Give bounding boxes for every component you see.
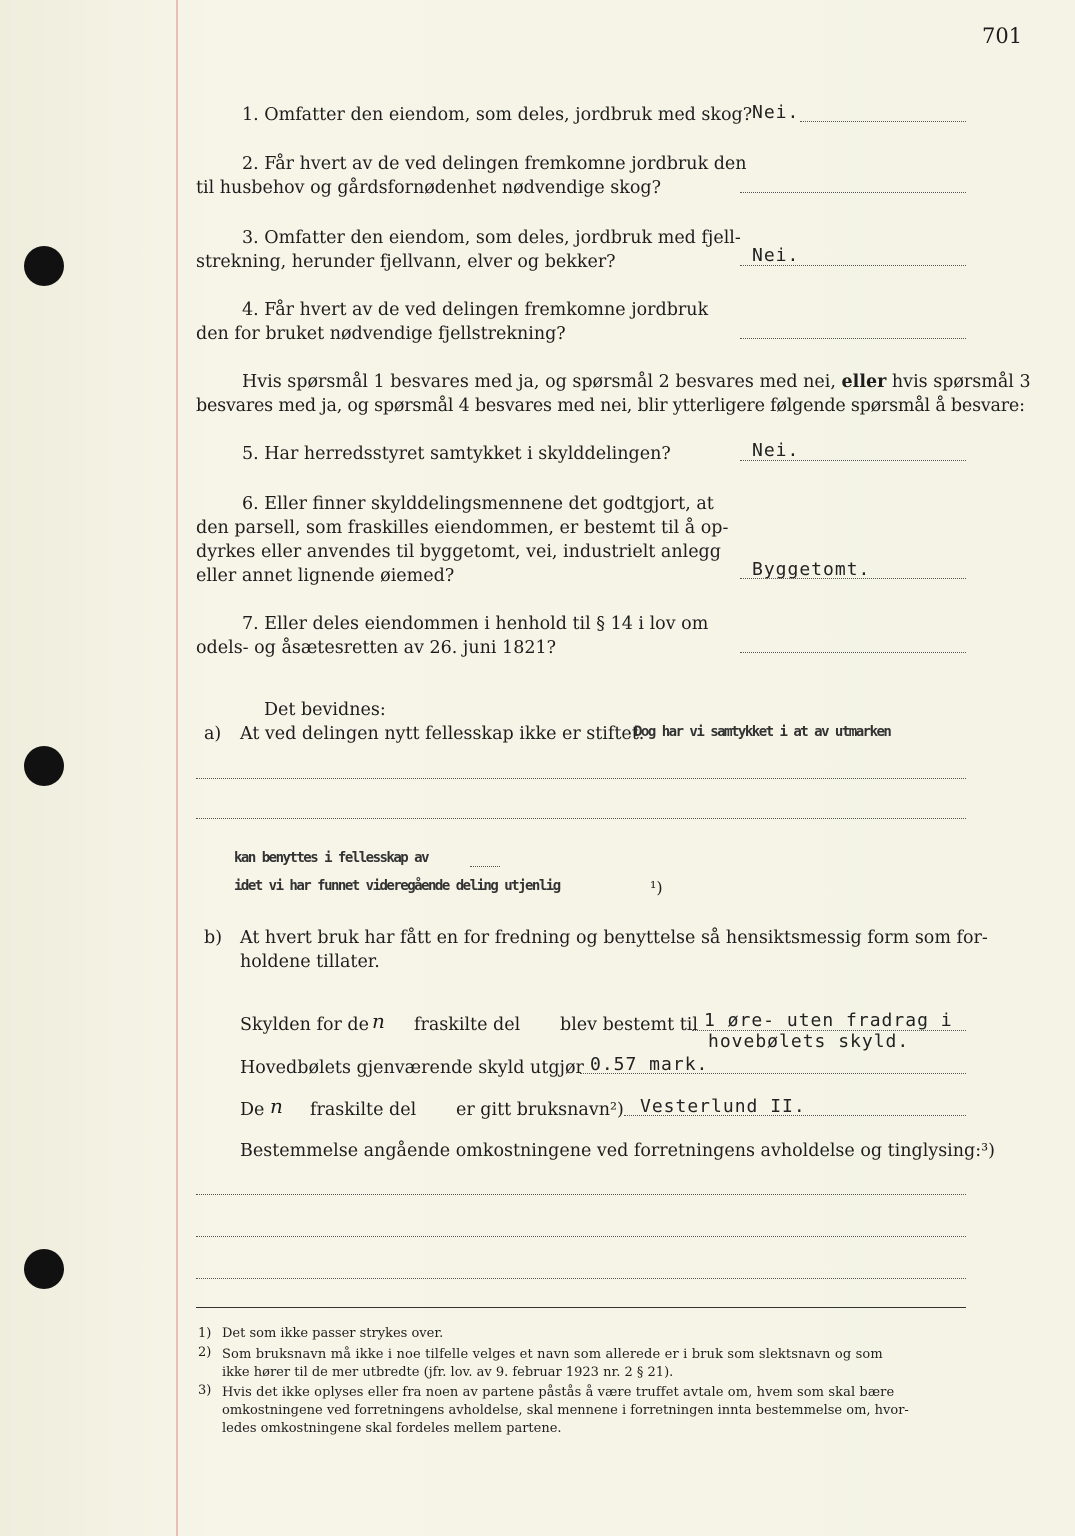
footnote-3-line-2: omkostningene ved forretningens avholdelse, skal mennene i forretningen innta bestemmelse om, hvor- [222,1403,909,1418]
answer-line [800,121,966,122]
punch-hole [24,246,64,286]
condition-text: hvis spørsmål 3 [891,372,1031,392]
bestemmelse-label: Bestemmelse angående omkostningene ved forretningens avholdelse og tinglysing:³) [240,1141,995,1161]
answer-5: Nei. [752,440,800,461]
hoved-value: 0.57 mark. [590,1054,709,1075]
hoved-label: Hovedbølets gjenværende skyld utgjør [240,1058,584,1078]
answer-3: Nei. [752,245,800,266]
condition-bold: eller [841,372,887,392]
blank-line [196,778,966,779]
footnote-3-line-1: Hvis det ikke oplyses eller fra noen av partene påstås å være truffet avtale om, hvem som skal bære [222,1385,895,1400]
question-4-line-1: 4. Får hvert av de ved delingen fremkomne jordbruk [242,300,709,320]
item-a-label: a) [204,724,222,744]
struck-text: Dog har vi samtykket i at av utmarken [634,724,891,740]
blank-line [470,866,500,867]
blank-line [196,1278,966,1279]
page-number: 701 [982,24,1023,48]
blank-line [196,818,966,819]
question-6-line-1: 6. Eller finner skylddelingsmennene det godtgjort, at [242,494,714,514]
answer-line [740,652,966,653]
condition-text: Hvis spørsmål 1 besvares med ja, og spørsmål 2 besvares med nei, [242,372,836,392]
footnote-mark: 2) [198,1345,212,1360]
question-5: 5. Har herredsstyret samtykket i skylddelingen? [242,444,671,464]
answer-1: Nei. [752,102,800,123]
question-1: 1. Omfatter den eiendom, som deles, jordbruk med skog? [242,105,753,125]
footnote-2-line-1: Som bruksnavn må ikke i noe tilfelle velges et navn som allerede er i bruk som slektsnavn og som [222,1347,883,1362]
footnote-ref: ¹) [650,878,663,897]
answer-line [740,578,966,579]
footnote-rule [196,1307,966,1308]
punch-hole [24,1249,64,1289]
answer-line [740,338,966,339]
question-6-line-2: den parsell, som fraskilles eiendommen, er bestemt til å op- [196,518,729,538]
footnote-mark: 3) [198,1383,212,1398]
bruksnavn-value: Vesterlund II. [640,1096,806,1117]
question-3-line-1: 3. Omfatter den eiendom, som deles, jordbruk med fjell- [242,228,741,248]
den-label: er gitt bruksnavn²) [456,1100,624,1120]
answer-line [624,1115,966,1116]
handwritten-n: n [270,1094,283,1118]
skyld-value-1: 1 øre- uten fradrag i [704,1010,953,1031]
footnote-mark: 1) [198,1326,212,1341]
den-label: fraskilte del [310,1100,417,1120]
skyld-label: Skylden for de [240,1015,369,1035]
punch-hole [24,746,64,786]
handwritten-n: n [372,1009,385,1033]
question-4-line-2: den for bruket nødvendige fjellstrekning? [196,324,566,344]
question-7-line-1: 7. Eller deles eiendommen i henhold til § 14 i lov om [242,614,709,634]
condition-line-2: besvares med ja, og spørsmål 4 besvares med nei, blir ytterligere følgende spørsmål å besvare: [196,396,1025,416]
blank-line [196,1194,966,1195]
item-a-text: At ved delingen nytt fellesskap ikke er stiftet. [240,724,645,744]
footnote-2-line-2: ikke hører til de mer utbredte (jfr. lov. av 9. februar 1923 nr. 2 § 21). [222,1365,674,1380]
item-b-line-2: holdene tillater. [240,952,380,972]
attest-heading: Det bevidnes: [264,700,386,720]
footnote-1: Det som ikke passer strykes over. [222,1326,444,1341]
struck-text: idet vi har funnet videregående deling utjenlig [234,878,560,894]
item-b-line-1: At hvert bruk har fått en for fredning og benyttelse så hensiktsmessig form som for- [240,928,988,948]
answer-line [740,460,966,461]
margin-line [176,0,178,1536]
skyld-value-2: hovebølets skyld. [708,1031,910,1052]
answer-line [740,192,966,193]
condition-line-1 [242,370,1031,394]
den-label: De [240,1100,265,1120]
question-7-line-2: odels- og åsætesretten av 26. juni 1821? [196,638,556,658]
item-b-label: b) [204,928,223,948]
answer-6: Byggetomt. [752,559,871,580]
question-2-line-2: til husbehov og gårdsfornødenhet nødvendige skog? [196,178,661,198]
skyld-label: blev bestemt til [560,1015,698,1035]
answer-line [740,265,966,266]
question-6-line-4: eller annet lignende øiemed? [196,566,455,586]
struck-text: kan benyttes i fellesskap av [234,850,429,866]
skyld-label: fraskilte del [414,1015,521,1035]
question-6-line-3: dyrkes eller anvendes til byggetomt, vei, industrielt anlegg [196,542,721,562]
answer-line [580,1073,966,1074]
question-3-line-2: strekning, herunder fjellvann, elver og bekker? [196,252,616,272]
blank-line [196,1236,966,1237]
question-2-line-1: 2. Får hvert av de ved delingen fremkomne jordbruk den [242,154,747,174]
footnote-3-line-3: ledes omkostningene skal fordeles mellem partene. [222,1421,562,1436]
